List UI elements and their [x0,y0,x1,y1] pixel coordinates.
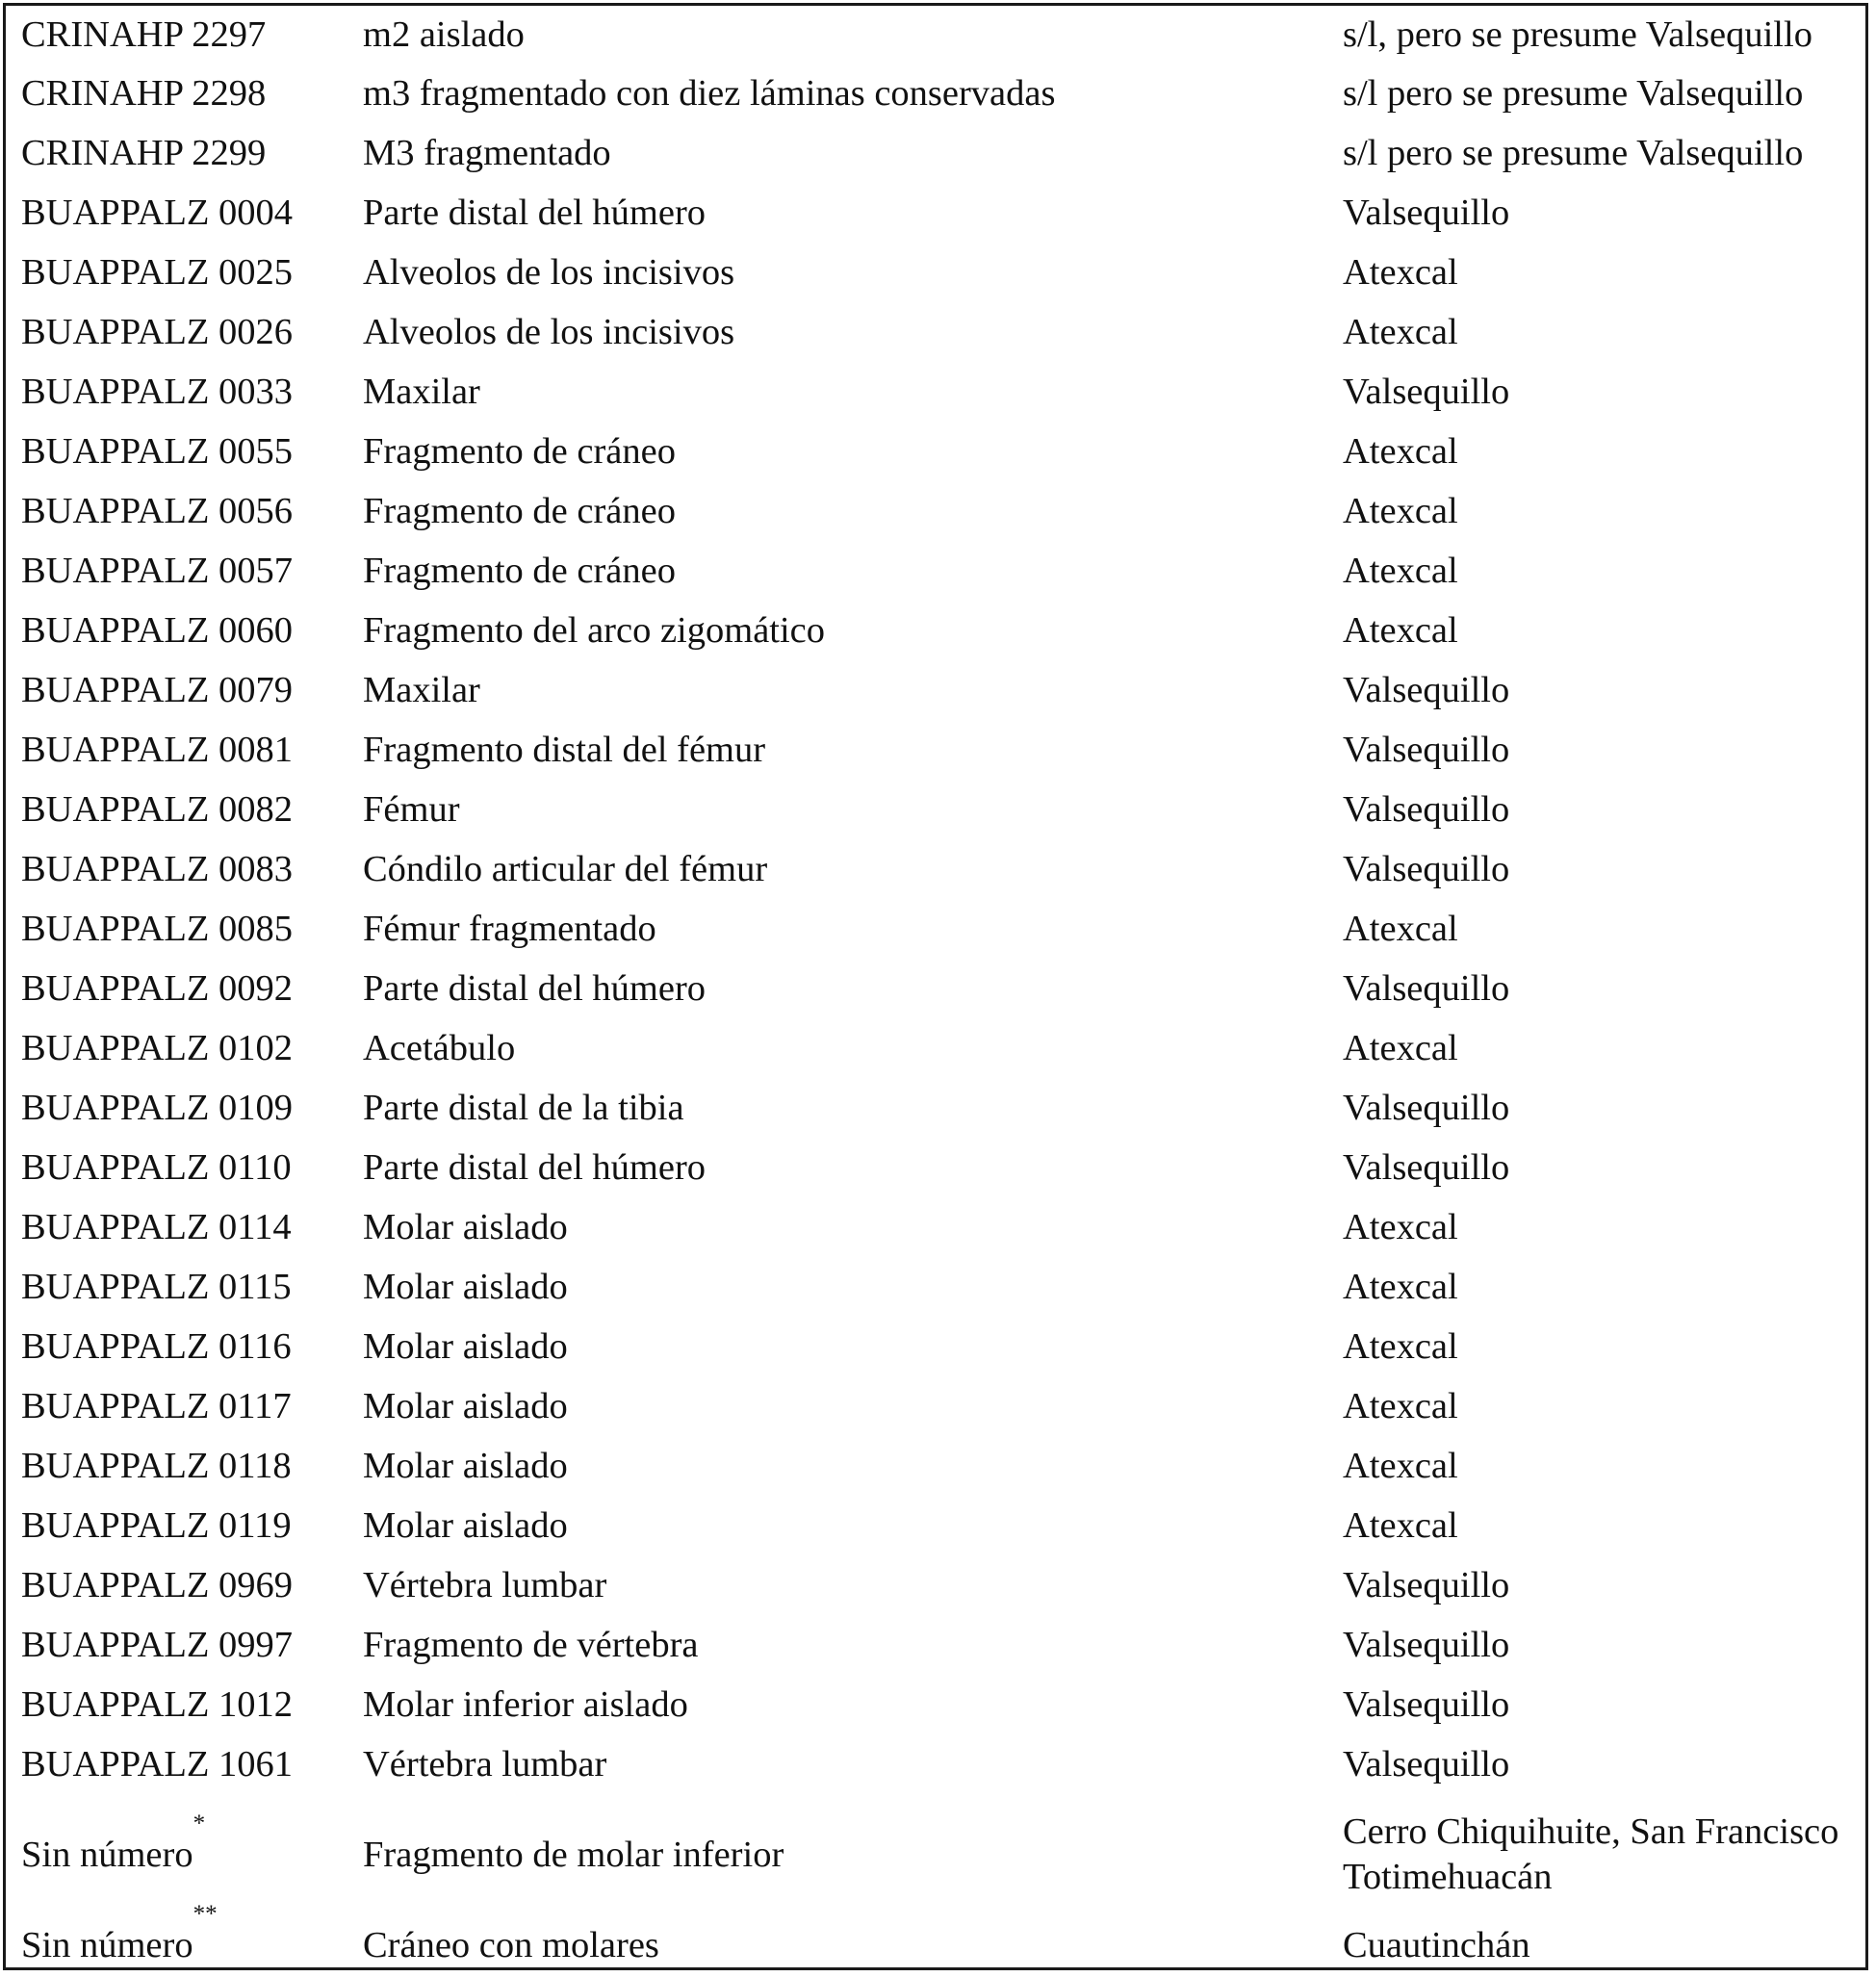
locality-cell: Atexcal [1343,491,1458,531]
table-row [6,481,1865,541]
specimen-cell [6,1555,363,1615]
specimen-cell [6,243,363,302]
specimen-number: BUAPPALZ 0085 [21,909,294,949]
specimen-number: BUAPPALZ 0092 [21,968,294,1009]
element-cell: Cráneo con molares [363,1925,659,1965]
specimen-number: BUAPPALZ 0026 [21,312,294,352]
element-cell: m2 aislado [363,14,525,55]
specimen-number: BUAPPALZ 1012 [21,1684,294,1725]
specimen-cell [6,362,363,422]
element-cell: Fragmento de cráneo [363,551,676,591]
element-cell: Parte distal de la tibia [363,1088,684,1128]
element-cell: Molar aislado [363,1267,568,1307]
table-row [6,899,1865,959]
specimen-number: BUAPPALZ 0079 [21,670,294,710]
specimen-number: BUAPPALZ 0056 [21,491,294,531]
element-cell: Molar aislado [363,1326,568,1367]
locality-cell: Valsequillo [1343,1565,1510,1605]
specimen-number: BUAPPALZ 0055 [21,431,294,472]
locality-cell: Valsequillo [1343,1684,1510,1725]
element-cell: Molar aislado [363,1386,568,1426]
element-cell: Fragmento distal del fémur [363,730,766,770]
specimen-number: BUAPPALZ 0082 [21,789,294,830]
locality-cell: Valsequillo [1343,372,1510,412]
table-row [6,1078,1865,1138]
locality-cell: Atexcal [1343,610,1458,651]
table-row [6,1794,1865,1914]
specimen-number: BUAPPALZ 0057 [21,551,294,591]
table-row [6,959,1865,1018]
specimen-number: BUAPPALZ 0081 [21,730,294,770]
table-row [6,1615,1865,1675]
locality-cell: Atexcal [1343,551,1458,591]
specimen-number: BUAPPALZ 0110 [21,1147,292,1188]
element-cell: Fragmento de cráneo [363,431,676,472]
element-cell: Alveolos de los incisivos [363,312,735,352]
element-cell: Molar aislado [363,1505,568,1546]
element-cell: Parte distal del húmero [363,1147,707,1188]
specimen-cell [6,1794,363,1914]
specimen-number: Sin número [21,1834,193,1875]
specimen-cell [6,1901,363,1976]
element-cell: Parte distal del húmero [363,968,707,1009]
specimen-number: BUAPPALZ 0004 [21,193,294,233]
locality-cell: Valsequillo [1343,849,1510,889]
specimen-number: BUAPPALZ 0119 [21,1505,292,1546]
table-row [6,1197,1865,1257]
specimen-cell [6,720,363,780]
table-row [6,1914,1865,1976]
specimen-number: BUAPPALZ 0102 [21,1028,294,1068]
locality-cell: Valsequillo [1343,730,1510,770]
table-row [6,183,1865,243]
locality-cell: s/l, pero se presume Valsequillo [1343,14,1812,55]
table-row [6,780,1865,839]
specimen-cell [6,1615,363,1675]
table-row [6,1436,1865,1496]
specimen-number: BUAPPALZ 0116 [21,1326,292,1367]
locality-cell: Cerro Chiquihuite, San Francisco Totimehuacán [1343,1810,1839,1897]
table-row [6,362,1865,422]
element-cell: Maxilar [363,670,480,710]
locality-cell: Valsequillo [1343,968,1510,1009]
specimen-cell [6,481,363,541]
element-cell: Molar aislado [363,1207,568,1247]
footnote-mark: ** [193,1901,218,1927]
table-row [6,6,1865,64]
specimen-cell [6,899,363,959]
specimen-number: CRINAHP 2297 [21,14,267,55]
table-row [6,720,1865,780]
element-cell: Cóndilo articular del fémur [363,849,768,889]
specimen-number: BUAPPALZ 0109 [21,1088,294,1128]
table-row [6,64,1865,123]
specimen-cell [6,1197,363,1257]
specimen-number: Sin número [21,1925,193,1965]
table-row [6,1376,1865,1436]
element-cell: Fragmento de vértebra [363,1625,699,1665]
table-row [6,1734,1865,1794]
specimen-cell [6,302,363,362]
specimen-number: CRINAHP 2299 [21,133,267,173]
table-row [6,1555,1865,1615]
table-row [6,1675,1865,1734]
locality-cell: Valsequillo [1343,789,1510,830]
locality-cell: Atexcal [1343,431,1458,472]
locality-cell: Atexcal [1343,1326,1458,1367]
specimen-number: BUAPPALZ 0997 [21,1625,294,1665]
locality-cell: Valsequillo [1343,1625,1510,1665]
element-cell: Acetábulo [363,1028,516,1068]
specimen-cell [6,1376,363,1436]
specimen-cell [6,959,363,1018]
specimen-cell [6,1317,363,1376]
element-cell: Parte distal del húmero [363,193,707,233]
specimen-number: BUAPPALZ 0115 [21,1267,292,1307]
table-row [6,422,1865,481]
element-cell: Maxilar [363,372,480,412]
specimen-cell [6,1734,363,1794]
specimen-cell [6,422,363,481]
specimen-cell [6,1675,363,1734]
specimen-cell [6,123,363,183]
locality-cell: Atexcal [1343,1386,1458,1426]
specimen-cell [6,1078,363,1138]
locality-cell: Atexcal [1343,252,1458,293]
specimen-cell [6,780,363,839]
element-cell: Molar inferior aislado [363,1684,688,1725]
element-cell: Fémur fragmentado [363,909,656,949]
locality-cell: Valsequillo [1343,670,1510,710]
specimen-cell [6,541,363,601]
specimen-cell [6,6,363,64]
locality-cell: Valsequillo [1343,1147,1510,1188]
element-cell: Fragmento de cráneo [363,491,676,531]
element-cell: Fragmento de molar inferior [363,1834,784,1875]
table-frame [3,3,1868,1970]
table-row [6,839,1865,899]
element-cell: m3 fragmentado con diez láminas conservadas [363,73,1056,114]
element-cell: Vértebra lumbar [363,1565,607,1605]
specimen-cell [6,1018,363,1078]
element-cell: Fragmento del arco zigomático [363,610,826,651]
specimen-number: BUAPPALZ 0083 [21,849,294,889]
specimen-cell [6,1138,363,1197]
specimen-number: BUAPPALZ 0033 [21,372,294,412]
table-row [6,1018,1865,1078]
specimen-number: CRINAHP 2298 [21,73,267,114]
specimen-number: BUAPPALZ 0060 [21,610,294,651]
table-row [6,302,1865,362]
locality-cell: Atexcal [1343,1446,1458,1486]
element-cell: Alveolos de los incisivos [363,252,735,293]
locality-cell: Valsequillo [1343,193,1510,233]
table-row [6,1496,1865,1555]
specimen-number: BUAPPALZ 0114 [21,1207,292,1247]
table-row [6,601,1865,660]
specimen-table-body [6,6,1865,1976]
locality-cell: s/l pero se presume Valsequillo [1343,73,1804,114]
table-row [6,123,1865,183]
locality-cell: Cuautinchán [1343,1925,1530,1965]
locality-cell: Atexcal [1343,1207,1458,1247]
table-row [6,541,1865,601]
table-row [6,243,1865,302]
specimen-number: BUAPPALZ 1061 [21,1744,294,1784]
table-row [6,1317,1865,1376]
specimen-number: BUAPPALZ 0117 [21,1386,292,1426]
specimen-cell [6,64,363,123]
table-row [6,1138,1865,1197]
locality-cell: Valsequillo [1343,1088,1510,1128]
locality-cell: Atexcal [1343,1505,1458,1546]
locality-cell: Atexcal [1343,909,1458,949]
specimen-number: BUAPPALZ 0118 [21,1446,292,1486]
locality-cell: Atexcal [1343,1028,1458,1068]
table-row [6,1257,1865,1317]
element-cell: Vértebra lumbar [363,1744,607,1784]
specimen-cell [6,1496,363,1555]
locality-cell: Atexcal [1343,312,1458,352]
specimen-cell [6,183,363,243]
locality-cell: Atexcal [1343,1267,1458,1307]
specimen-number: BUAPPALZ 0025 [21,252,294,293]
specimen-number: BUAPPALZ 0969 [21,1565,294,1605]
table-row [6,660,1865,720]
specimen-cell [6,660,363,720]
element-cell: M3 fragmentado [363,133,611,173]
specimen-table [6,6,1865,1976]
specimen-cell [6,839,363,899]
element-cell: Molar aislado [363,1446,568,1486]
specimen-cell [6,601,363,660]
locality-cell: Valsequillo [1343,1744,1510,1784]
specimen-cell [6,1436,363,1496]
element-cell: Fémur [363,789,460,830]
footnote-mark: * [193,1810,206,1836]
locality-cell: s/l pero se presume Valsequillo [1343,133,1804,173]
specimen-cell [6,1257,363,1317]
